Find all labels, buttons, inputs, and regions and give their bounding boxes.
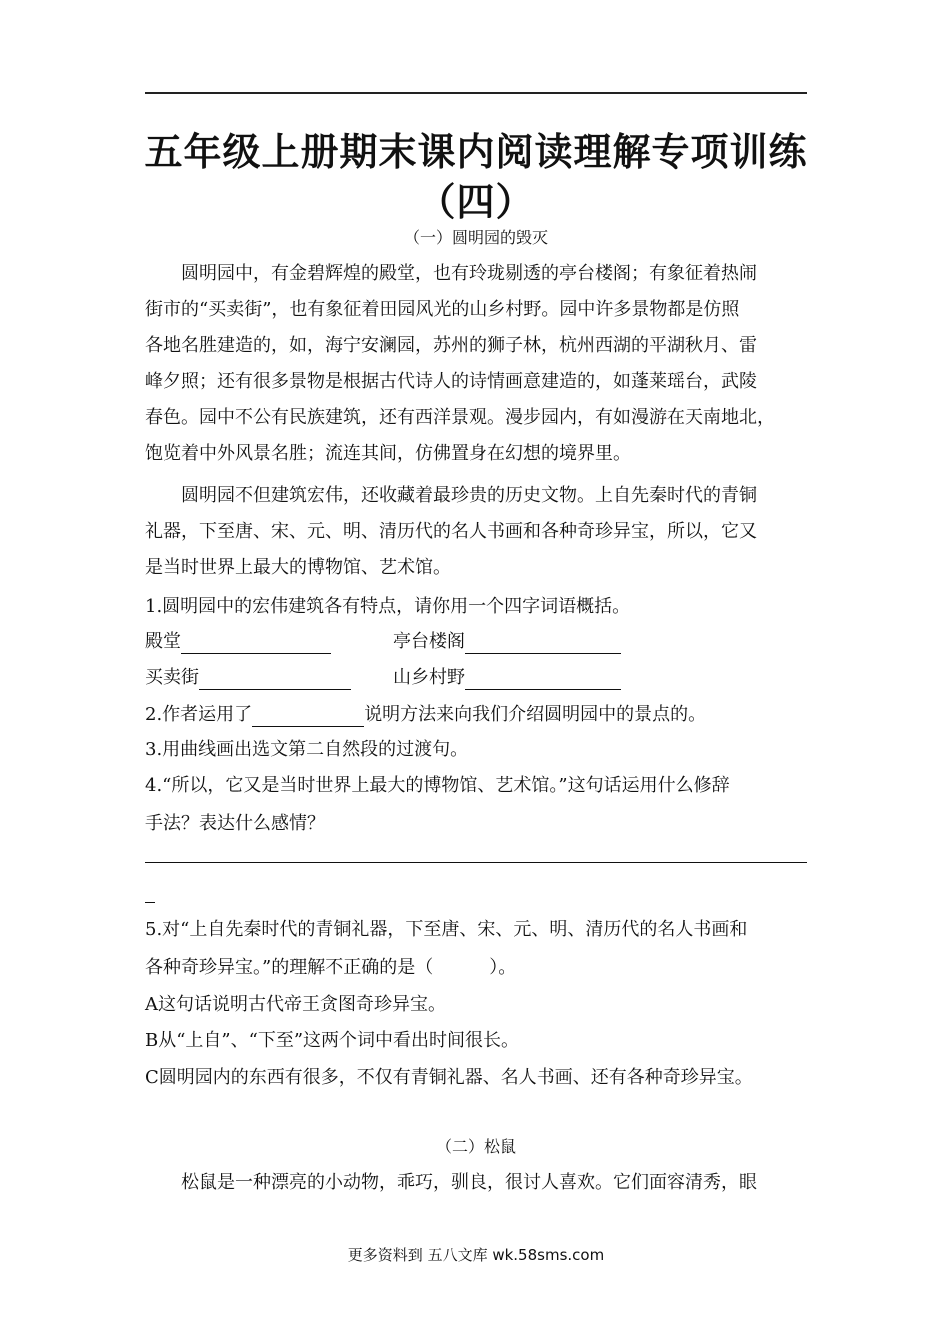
q5-option-a: A这句话说明古代帝王贪图奇珍异宝。 — [145, 994, 446, 1015]
q1-answer-blank[interactable] — [181, 633, 331, 654]
q1-item-pavilion — [393, 630, 621, 654]
question-5-text-end: ）。 — [489, 957, 517, 978]
section1-title: （一）圆明园的毁灭 — [403, 228, 548, 247]
q1-item-village — [393, 666, 621, 690]
passage1-para2-line: 是当时世界上最大的博物馆、艺术馆。 — [145, 557, 451, 578]
question-2-text-start: 2.作者运用了 — [145, 704, 253, 725]
footer-source: 更多资料到 五八文库 wk.58sms.com — [347, 1246, 605, 1264]
q1-answer-blank[interactable] — [465, 633, 621, 654]
q2-answer-blank[interactable] — [252, 706, 364, 727]
question-5-text: 各种奇珍异宝。”的理解不正确的是（ — [145, 957, 434, 978]
passage1-para1-line: 各地名胜建造的，如，海宁安澜园，苏州的狮子林，杭州西湖的平湖秋月、雷 — [145, 335, 757, 356]
q1-item-label: 买卖街 — [145, 667, 199, 688]
passage1-para1-line: 峰夕照；还有很多景物是根据古代诗人的诗情画意建造的，如蓬莱瑶台，武陵 — [145, 371, 757, 392]
page-title-number: （四） — [417, 180, 535, 224]
stray-underscore — [145, 902, 155, 903]
question-2-text-end: 说明方法来向我们介绍圆明园中的景点的。 — [364, 704, 707, 725]
question-2 — [145, 703, 706, 727]
q1-answer-blank[interactable] — [465, 669, 621, 690]
q5-option-c: C圆明园内的东西有很多，不仅有青铜礼器、名人书画、还有各种奇珍异宝。 — [145, 1067, 753, 1088]
q5-option-b: B从“上自”、“下至”这两个词中看出时间很长。 — [145, 1030, 520, 1051]
q1-item-label: 山乡村野 — [393, 667, 465, 688]
question-5-line-2 — [145, 956, 516, 980]
passage2-first-line: 松鼠是一种漂亮的小动物，乖巧，驯良，很讨人喜欢。它们面容清秀，眼 — [181, 1172, 757, 1193]
header-rule — [145, 92, 807, 94]
question-3: 3.用曲线画出选文第二自然段的过渡句。 — [145, 739, 469, 760]
question-4-line: 4.“所以，它又是当时世界上最大的博物馆、艺术馆。”这句话运用什么修辞 — [145, 775, 730, 796]
page-title: 五年级上册期末课内阅读理解专项训练 — [144, 130, 808, 174]
passage1-para1-line: 圆明园中，有金碧辉煌的殿堂，也有玲珑剔透的亭台楼阁；有象征着热闹 — [181, 263, 757, 284]
passage1-para1-line: 街市的“买卖街”，也有象征着田园风光的山乡村野。园中许多景物都是仿照 — [145, 299, 740, 320]
q1-item-street — [145, 666, 351, 690]
q1-item-label: 亭台楼阁 — [393, 631, 465, 652]
passage1-para1-line: 春色。园中不公有民族建筑，还有西洋景观。漫步园内，有如漫游在天南地北， — [145, 407, 775, 428]
q4-answer-line[interactable] — [145, 862, 807, 863]
section2-title: （二）松鼠 — [435, 1137, 516, 1156]
passage1-para1-line: 饱览着中外风景名胜；流连其间，仿佛置身在幻想的境界里。 — [145, 443, 631, 464]
passage1-para2-line: 礼器，下至唐、宋、元、明、清历代的名人书画和各种奇珍异宝，所以，它又 — [145, 521, 757, 542]
q1-item-palace — [145, 630, 331, 654]
q1-answer-blank[interactable] — [199, 669, 351, 690]
passage1-para2-line: 圆明园不但建筑宏伟，还收藏着最珍贵的历史文物。上自先秦时代的青铜 — [181, 485, 757, 506]
q1-item-label: 殿堂 — [145, 631, 181, 652]
question-4-line: 手法？表达什么感情？ — [145, 813, 325, 834]
question-5-line: 5.对“上自先秦时代的青铜礼器，下至唐、宋、元、明、清历代的名人书画和 — [145, 919, 748, 940]
question-1: 1.圆明园中的宏伟建筑各有特点，请你用一个四字词语概括。 — [145, 596, 631, 617]
